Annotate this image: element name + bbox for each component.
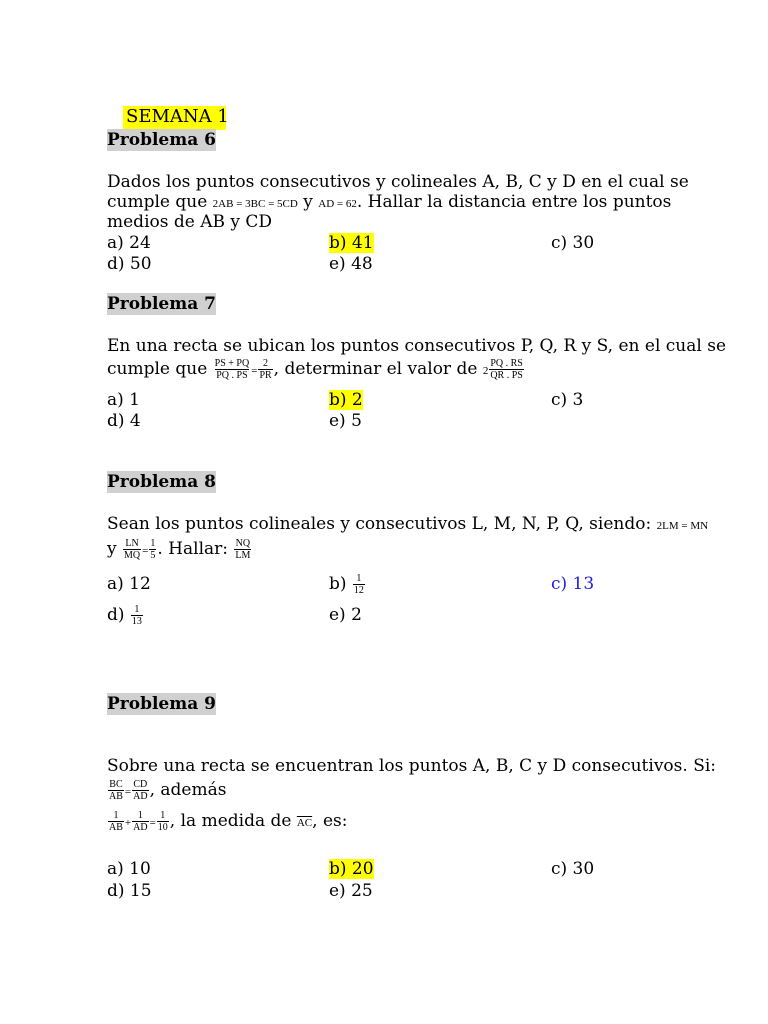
- problem-6-line2: cumple que 2AB = 3BC = 5CD y AD = 62. Hallar la distancia entre los puntos: [107, 192, 672, 212]
- problem-9-fraction-4: $\frac{1}{AD}$: [133, 810, 148, 833]
- problem-8-title: Problema 8: [107, 472, 216, 492]
- problem-7-option-c: c) 3: [551, 390, 584, 410]
- problem-7-title: Problema 7: [107, 294, 216, 314]
- problem-8-option-a: a) 12: [107, 574, 151, 594]
- problem-8-eq1: 2LM = MN: [656, 520, 709, 532]
- problem-6-line1: Dados los puntos consecutivos y colineales A, B, C y D en el cual se: [107, 172, 689, 192]
- problem-6-eq1: 2AB = 3BC = 5CD: [212, 198, 298, 210]
- problem-8-option-c: c) 13: [551, 574, 595, 594]
- problem-9-option-c: c) 30: [551, 859, 595, 879]
- problem-7-line2: cumple que $\frac{PS + PQ}{PQ . PS}$ = $\frac{2}{PR}$ , determinar el valor de 2 $\frac{PQ . RS}{QR . PS}$: [107, 358, 523, 381]
- problem-7-option-b: b) 2: [329, 390, 363, 410]
- semana-label: SEMANA 1: [126, 106, 229, 127]
- problem-9-line1: Sobre una recta se encuentran los puntos A, B, C y D consecutivos. Si:: [107, 756, 717, 776]
- problem-9-fraction-2: $\frac{CD}{AD}$: [133, 779, 148, 802]
- problem-6-option-d: d) 50: [107, 254, 152, 274]
- problem-9-line2: $\frac{BC}{AB}$ = $\frac{CD}{AD}$ , además: [109, 779, 227, 802]
- problem-9-segment-ac: $\overline{AC}$: [296, 817, 313, 829]
- problem-7-fraction-3: $\frac{PQ . RS}{QR . PS}$: [490, 358, 523, 381]
- problem-8-option-b: b) $\frac{1}{12}$: [329, 573, 364, 596]
- problem-8-fraction-3: $\frac{NQ}{LM}$: [235, 538, 251, 561]
- problem-7-option-d: d) 4: [107, 411, 141, 431]
- problem-9-option-e: e) 25: [329, 881, 373, 901]
- problem-8-option-e: e) 2: [329, 605, 362, 625]
- problem-6-line3: medios de AB y CD: [107, 212, 273, 232]
- problem-6-title: Problema 6: [107, 130, 216, 150]
- problem-9-option-a: a) 10: [107, 859, 151, 879]
- problem-8-option-d: d) $\frac{1}{13}$: [107, 604, 142, 627]
- problem-9-line3: $\frac{1}{AB}$ + $\frac{1}{AD}$ = $\frac{1}{10}$ , la medida de $\overline{AC}$, es:: [109, 810, 348, 833]
- problem-9-option-d: d) 15: [107, 881, 152, 901]
- problem-7-fraction-2: $\frac{2}{PR}$: [259, 358, 272, 381]
- problem-8-fraction-1: $\frac{LN}{MQ}$: [124, 538, 141, 561]
- problem-9-fraction-3: $\frac{1}{AB}$: [109, 810, 123, 833]
- problem-9-fraction-5: $\frac{1}{10}$: [157, 810, 168, 833]
- problem-6-eq2: AD = 62: [318, 198, 357, 210]
- problem-6-option-a: a) 24: [107, 233, 151, 253]
- problem-9-fraction-1: $\frac{BC}{AB}$: [109, 779, 123, 802]
- problem-7-fraction-1: $\frac{PS + PQ}{PQ . PS}$: [214, 358, 250, 381]
- problem-7-option-e: e) 5: [329, 411, 362, 431]
- problem-9-title: Problema 9: [107, 694, 216, 714]
- problem-6-option-e: e) 48: [329, 254, 373, 274]
- problem-8-line2: y $\frac{LN}{MQ}$ = $\frac{1}{5}$ . Hallar: $\frac{NQ}{LM}$: [107, 538, 251, 561]
- problem-8-line1: Sean los puntos colineales y consecutivos L, M, N, P, Q, siendo: 2LM = MN: [107, 514, 709, 534]
- problem-9-option-b: b) 20: [329, 859, 374, 879]
- problem-6-option-c: c) 30: [551, 233, 595, 253]
- problem-7-option-a: a) 1: [107, 390, 140, 410]
- problem-6-option-b: b) 41: [329, 233, 374, 253]
- problem-7-line1: En una recta se ubican los puntos consecutivos P, Q, R y S, en el cual se: [107, 336, 727, 356]
- problem-8-fraction-2: $\frac{1}{5}$: [150, 538, 156, 561]
